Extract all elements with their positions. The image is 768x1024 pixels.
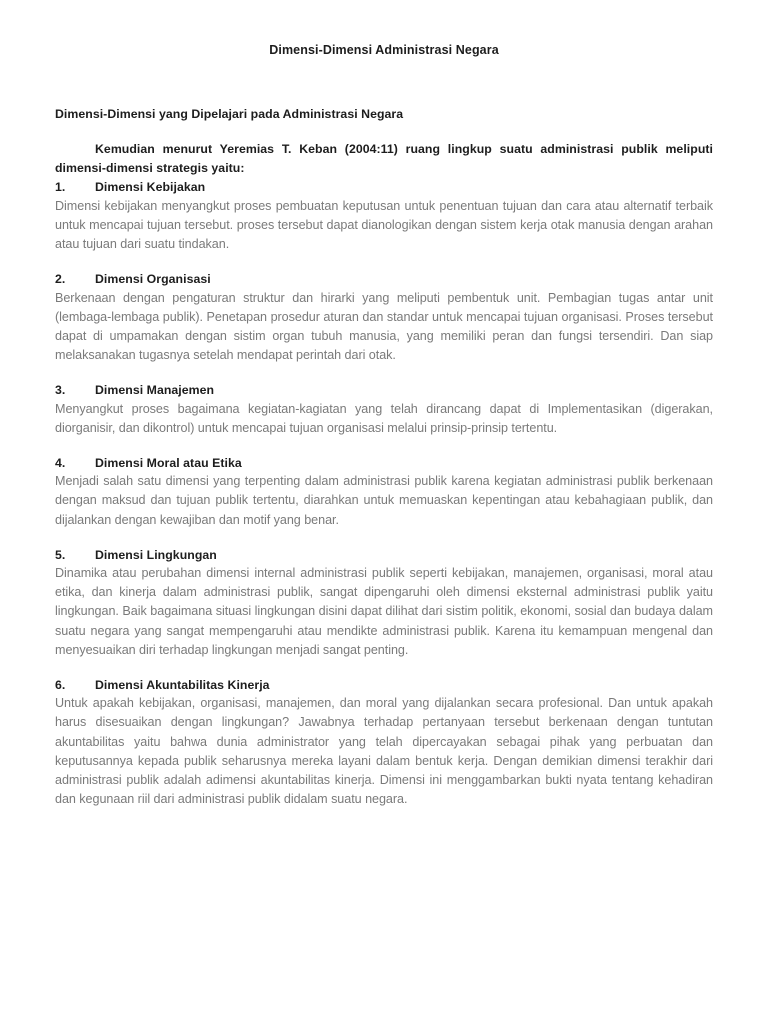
section-number-4: 4. [55, 455, 66, 470]
section-title-2: Dimensi Organisasi [95, 272, 211, 287]
section-body-1: Dimensi kebijakan menyangkut proses pembuatan keputusan untuk penentuan tujuan dan cara atau alternatif terbaik untuk mencapai tujuan tersebut. proses tersebut dapat dianologikan dengan sistem kerja otak manusia dengan arahan atau tujuan dari suatu tindakan. [55, 198, 713, 251]
spacer [55, 438, 713, 453]
section-title-5: Dimensi Lingkungan [95, 547, 217, 562]
page-title: Dimensi-Dimensi Administrasi Negara [269, 43, 499, 57]
section-number-6: 6. [55, 677, 66, 692]
section-title-1: Dimensi Kebijakan [95, 180, 206, 195]
document-content [55, 0, 713, 809]
section-heading-3 [55, 380, 713, 399]
section-body-3: Menyangkut proses bagaimana kegiatan-kagiatan yang telah dirancang dapat di Implementasikan (digerakan, diorganisir, dan dikontrol) untuk mencapai tujuan organisasi melalui prinsip-prinsip tertentu. [55, 401, 713, 435]
spacer [55, 254, 713, 269]
section-title-3: Dimensi Manajemen [95, 383, 215, 398]
section-heading: Dimensi-Dimensi yang Dipelajari pada Administrasi Negara [55, 107, 404, 121]
section-number-1: 1. [55, 180, 66, 195]
section-number-2: 2. [55, 272, 66, 287]
spacer [55, 365, 713, 380]
section-body-4: Menjadi salah satu dimensi yang terpenting dalam administrasi publik karena kegiatan administrasi publik berkenaan dengan maksud dan tujuan publik tertentu, diarahkan untuk memuaskan kepentingan atau kebahagiaan publik, dan dijalankan dengan kewajiban dan motif yang benar. [55, 474, 713, 527]
spacer [55, 660, 713, 675]
spacer [55, 530, 713, 545]
section-heading-6 [55, 675, 713, 694]
section-number-5: 5. [55, 547, 66, 562]
section-title-6: Dimensi Akuntabilitas Kinerja [95, 677, 270, 692]
section-heading-5 [55, 545, 713, 564]
section-heading-4 [55, 453, 713, 472]
section-title-4: Dimensi Moral atau Etika [95, 455, 242, 470]
section-body-2: Berkenaan dengan pengaturan struktur dan hirarki yang meliputi pembentuk unit. Pembagian tugas antar unit (lembaga-lembaga publik). Penetapan prosedur aturan dan standar untuk mencapai tujuan organisasi. Proses tersebut dapat di umpamakan dengan sistim organ tubuh manusia, yang memiliki peran dan fungsi tersendiri. Dan siap melaksanakan tugasnya setelah mendapat perintah dari otak. [55, 290, 713, 362]
lead-paragraph: Kemudian menurut Yeremias T. Keban (2004:11) ruang lingkup suatu administrasi publik meliputi dimensi-dimensi strategis yaitu: [55, 142, 713, 175]
section-heading-2 [55, 269, 713, 288]
section-body-6: Untuk apakah kebijakan, organisasi, manajemen, dan moral yang dijalankan secara profesional. Dan untuk apakah harus disesuaikan dengan lingkungan? Jawabnya terhadap pertanyaan tersebut berkenaan dengan tuntutan akuntabilitas yaitu bahwa dunia administrator yang telah dipercayakan sebagai pihak yang perbuatan dan keputusannya kepada publik seharusnya mereka layani dalam bentuk kerja. Dengan demikian dimensi terakhir dari administrasi publik adalah adimensi akuntabilitas kinerja. Dimensi ini menggambarkan bukti nyata tentang kehadiran dan kegunaan riil dari administrasi publik didalam suatu negara. [55, 696, 713, 806]
section-heading-1 [55, 177, 713, 196]
section-number-3: 3. [55, 383, 66, 398]
section-body-5: Dinamika atau perubahan dimensi internal administrasi publik seperti kebijakan, manajemen, organisasi, moral atau etika, dan kinerja dalam administrasi publik, sangat dipengaruhi oleh dimensi eksternal administrasi publik yaitu lingkungan. Baik bagaimana situasi lingkungan disini dapat dilihat dari sistim politik, ekonomi, sosial dan budaya dalam suatu negara yang sangat mempengaruhi atau mendikte administrasi publik. Karena itu kemampuan mengenal dan menyesuaikan diri terhadap lingkungan menjadi sangat penting. [55, 566, 713, 657]
